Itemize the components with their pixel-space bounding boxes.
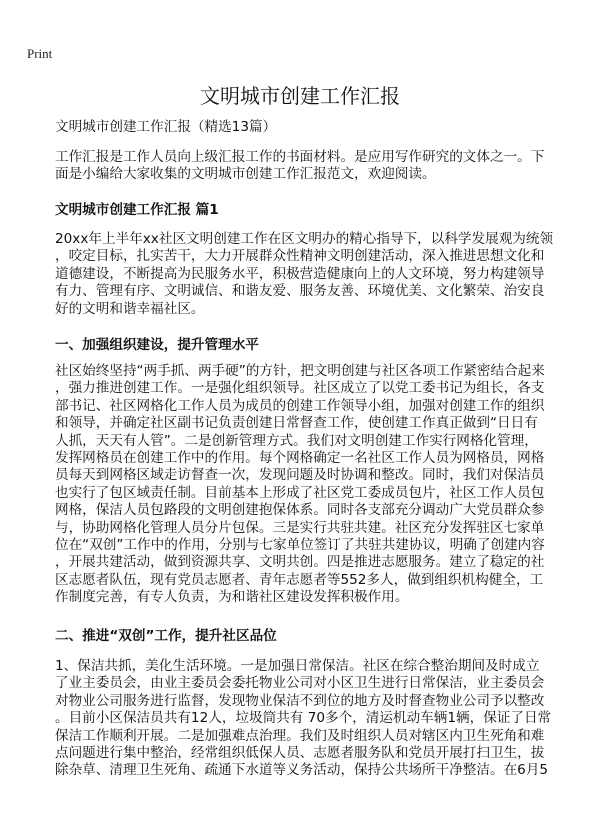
heading-2: 二、推进“双创”工作，提升社区品位 (55, 628, 277, 644)
text-line: ，强力推进创建工作。一是强化组织领导。社区成立了以党工委书记为组长，各支 (55, 380, 545, 397)
text-line: 对物业公司服务进行监督，发现物业保洁不到位的地方及时督查物业公司予以整改 (55, 692, 545, 709)
text-line: 了业主委员会，由业主委员会委托物业公司对小区卫生进行日常保洁，业主委员会 (55, 675, 545, 692)
page-title: 文明城市创建工作汇报 (200, 84, 400, 108)
text-line: 点问题进行集中整治，经常组织低保人员、志愿者服务队和党员开展打扫卫生，拔 (55, 745, 545, 762)
text-line: 1、保洁共抓，美化生活环境。一是加强日常保洁。社区在综合整治期间及时成立 (55, 658, 540, 674)
document-subtitle: 文明城市创建工作汇报（精选13篇） (55, 119, 277, 135)
text-line: 网格，保洁人员包路段的文明创建抱保体系。同时各支部充分调动广大党员群众参 (55, 502, 545, 519)
text-line: 作制度完善，有专人负责，为和谐社区建设发挥积极作用。 (55, 589, 409, 606)
print-link[interactable]: Print (27, 46, 53, 61)
text-line: 保洁工作顺利开展。二是加强难点治理。我们及时组织人员对辖区内卫生死角和难 (55, 727, 545, 744)
text-line: 与，协助网格化管理人员分片包保。三是实行共驻共建。社区充分发挥驻区七家单 (55, 519, 545, 536)
text-line: 。目前小区保洁员共有12人，垃圾筒共有 70多个，清运机动车辆1辆，保证了日常 (55, 710, 552, 727)
paragraph-1 (55, 231, 555, 318)
text-line: 有力、管理有序、文明诚信、和谐友爱、服务友善、环境优美、文化繁荣、治安良 (55, 283, 545, 300)
text-line: 除杂草、清理卫生死角、疏通下水道等义务活动，保持公共场所干净整洁。在6月5 (55, 762, 549, 779)
text-line: 好的文明和谐幸福社区。 (55, 300, 205, 317)
text-line: 部书记、社区网格化工作人员为成员的创建工作领导小组，加强对创建工作的组织 (55, 397, 545, 414)
heading-1: 一、加强组织建设，提升管理水平 (55, 337, 259, 353)
text-line: 和领导，并确定社区副书记负责创建日常督查工作，使创建工作真正做到“日日有 (55, 415, 538, 432)
text-line: 发挥网格员在创建工作中的作用。每个网格确定一名社区工作人员为网格员，网格 (55, 450, 545, 467)
paragraph-3 (55, 658, 555, 780)
text-line: ，咬定目标，扎实苦干，大力开展群众性精神文明创建活动，深入推进思想文化和 (55, 248, 545, 265)
section-title: 文明城市创建工作汇报 篇1 (55, 202, 219, 218)
text-line: 区志愿者队伍，现有党员志愿者、青年志愿者等552多人，做到组织机构健全，工 (55, 571, 544, 588)
text-line: ，开展共建活动，做到资源共享、文明共创。四是推进志愿服务。建立了稳定的社 (55, 554, 545, 571)
text-line: 社区始终坚持“两手抓、两手硬”的方针，把文明创建与社区各项工作紧密结合起来 (55, 363, 545, 379)
text-line: 面是小编给大家收集的文明城市创建工作汇报范文，欢迎阅读。 (55, 166, 436, 183)
text-line: 20xx年上半年xx社区文明创建工作在区文明办的精心指导下，以科学发展观为统领 (55, 231, 554, 247)
text-line: 道德建设，不断提高为民服务水平，积极营造健康向上的人文环境，努力构建领导 (55, 265, 545, 282)
text-line: 人抓，天天有人管”。二是创新管理方式。我们对文明创建工作实行网格化管理， (55, 432, 538, 449)
text-line: 位在“双创”工作中的作用，分别与七家单位签订了共驻共建协议，明确了创建内容 (55, 537, 545, 554)
text-line: 也实行了包区域责任制。目前基本上形成了社区党工委成员包片，社区工作人员包 (55, 484, 545, 501)
text-line: 工作汇报是工作人员向上级汇报工作的书面材料。是应用写作研究的文体之一。下 (55, 149, 545, 165)
intro-paragraph (55, 149, 555, 184)
text-line: 员每天到网格区域走访督查一次，发现问题及时协调和整改。同时，我们对保洁员 (55, 467, 545, 484)
paragraph-2 (55, 363, 555, 607)
